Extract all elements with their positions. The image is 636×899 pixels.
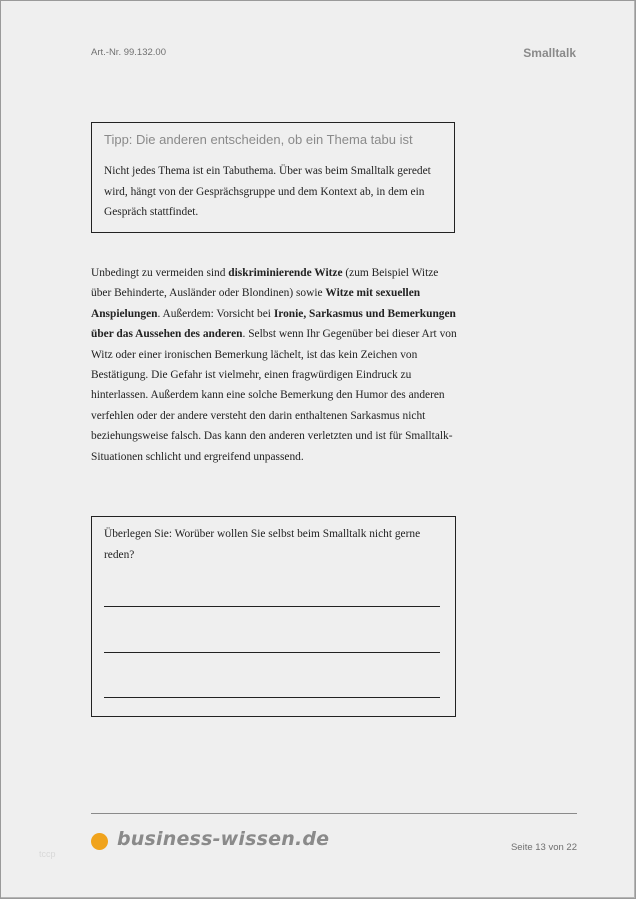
- logo-text: business-wissen.de: [117, 828, 330, 850]
- answer-line[interactable]: [104, 652, 440, 653]
- document-page: [1, 1, 635, 898]
- question-box: [91, 516, 456, 717]
- body-text-4: . Selbst wenn Ihr Gegenüber bei dieser Art von Witz oder einer ironischen Bemerkung lächelt, ist das kein Zeichen von Bestätigung. Die Gefahr ist vielmehr, einen fragwürdigen Eindruck zu hinterlassen. Außerdem kann eine solche Bemerkung den Humor des anderen verfehlen oder der andere versteht den darin enthaltenen Sarkasmus nicht beziehungsweise falsch. Das kann den anderen verletzten und ist für Smalltalk-Situationen schlicht und ergreifend unpassend.: [91, 328, 457, 463]
- answer-line[interactable]: [104, 606, 440, 607]
- article-number: Art.-Nr. 99.132.00: [91, 47, 166, 58]
- question-text: Überlegen Sie: Worüber wollen Sie selbst beim Smalltalk nicht gerne reden?: [104, 528, 421, 561]
- body-bold-irony: Ironie, Sarkasmus und Bemerkungen über das Aussehen des anderen: [91, 307, 456, 341]
- watermark: tccp: [39, 849, 56, 859]
- tip-heading: Tipp: Die anderen entscheiden, ob ein Thema tabu ist: [104, 132, 413, 147]
- body-text-3: . Außerdem: Vorsicht bei: [157, 307, 274, 320]
- body-bold-discriminating-jokes: diskriminierende Witze: [228, 267, 343, 279]
- logo-dot-icon: [91, 833, 108, 850]
- body-bold-sexual-jokes: Witze mit sexuellen Anspielungen: [91, 287, 421, 320]
- answer-line[interactable]: [104, 697, 440, 698]
- document-title: Smalltalk: [523, 46, 576, 60]
- body-text-1: Unbedingt zu vermeiden sind: [91, 267, 229, 279]
- page-number: Seite 13 von 22: [510, 842, 577, 853]
- footer-divider: [91, 813, 577, 814]
- tip-box: [91, 122, 455, 233]
- body-paragraph: [91, 263, 461, 467]
- body-text-2: (zum Beispiel Witze über Behinderte, Ausländer oder Blondinen) sowie: [91, 267, 439, 300]
- tip-text: Nicht jedes Thema ist ein Tabuthema. Über was beim Smalltalk geredet wird, hängt von der Gesprächsgruppe und dem Kontext ab, in dem ein Gespräch stattfindet.: [104, 165, 431, 218]
